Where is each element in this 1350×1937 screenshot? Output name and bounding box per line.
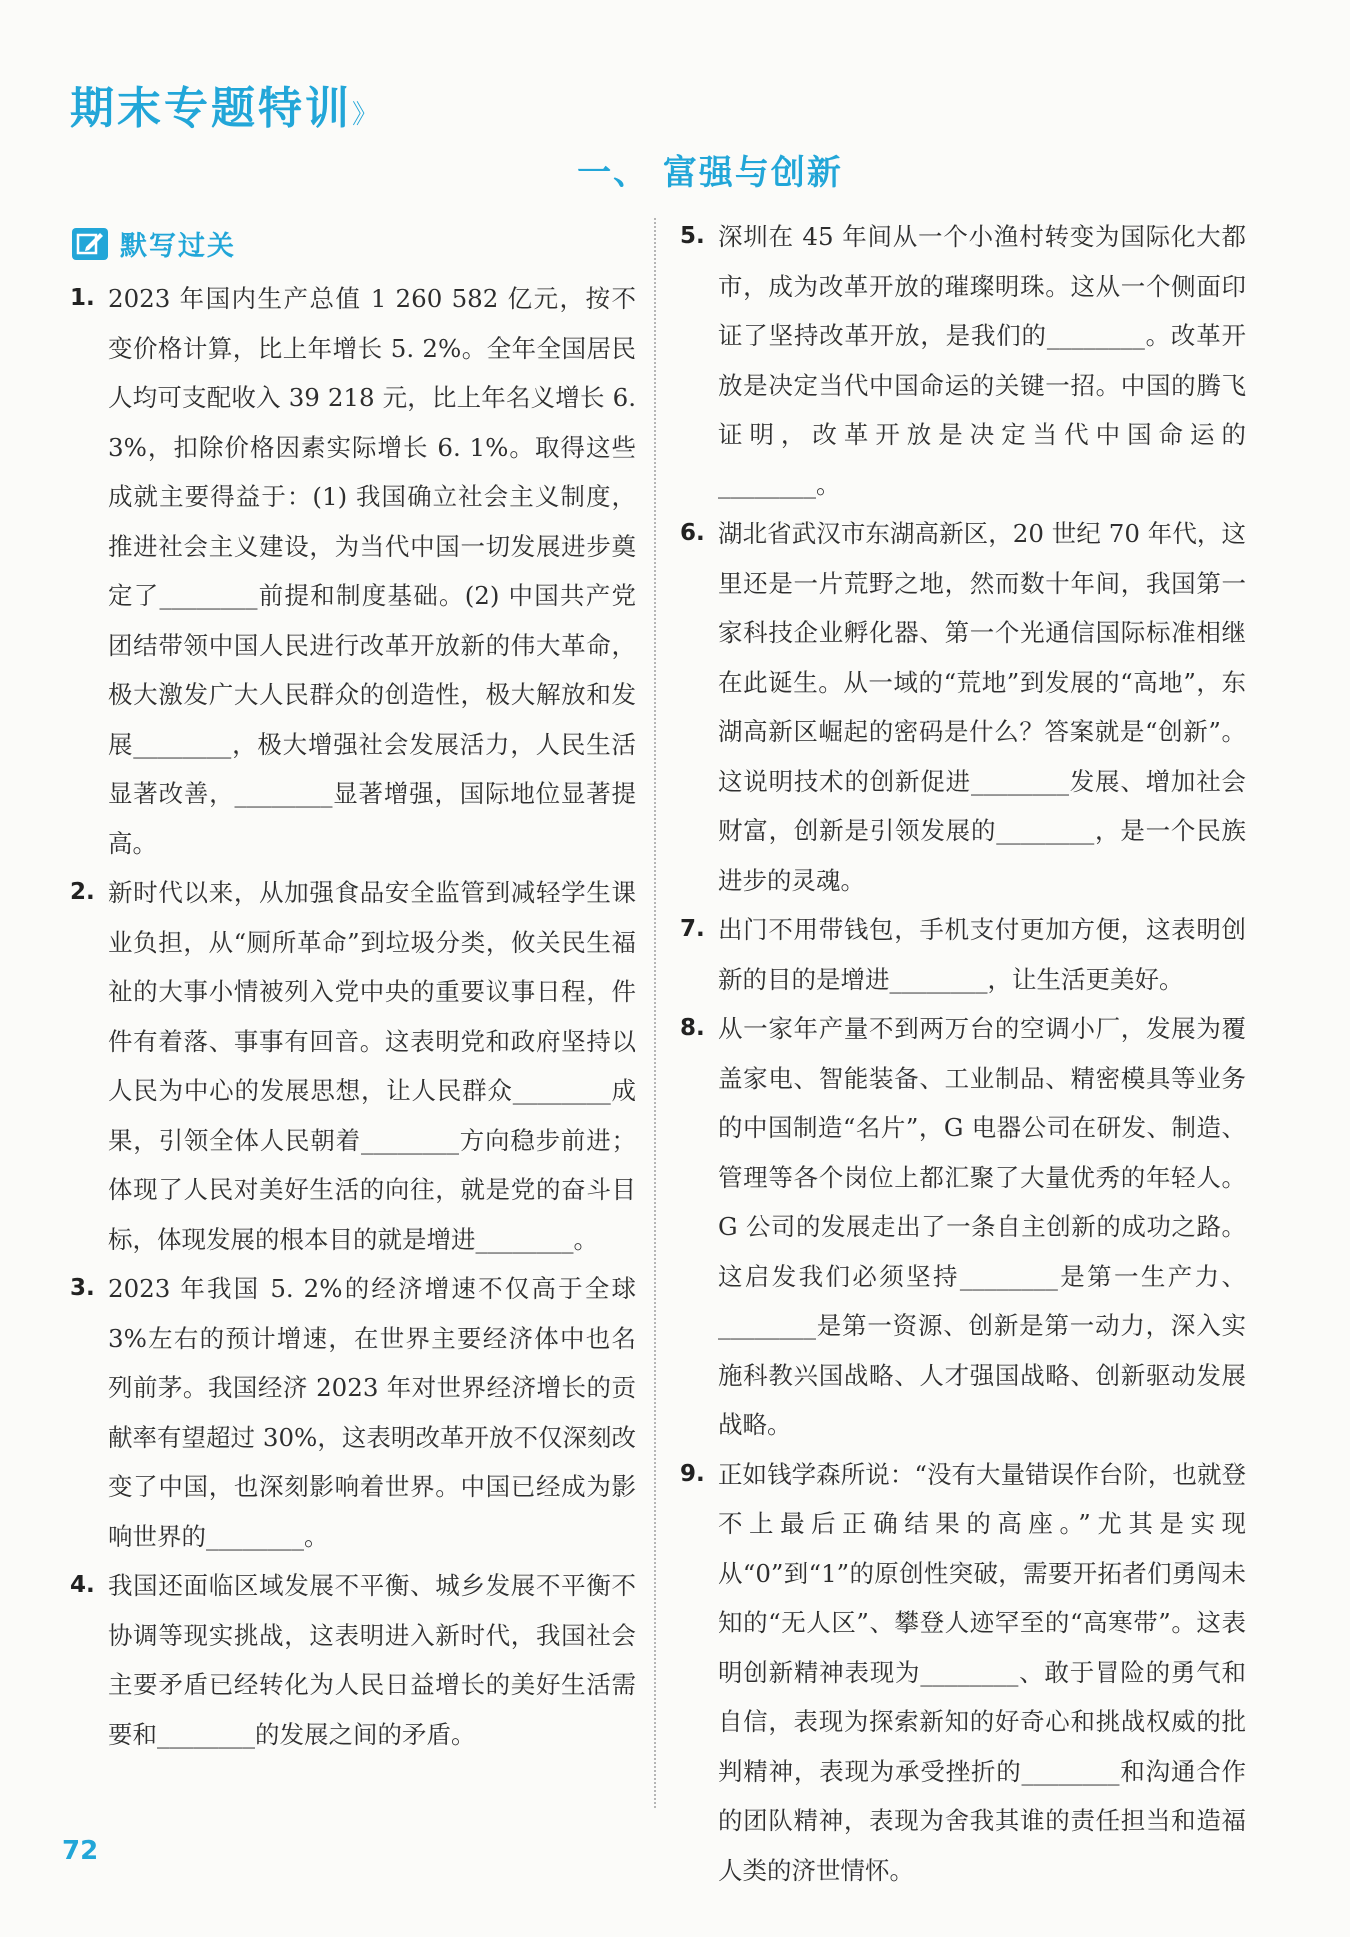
question-text: 出门不用带钱包，手机支付更加方便，这表明创新的目的是增进________，让生活更美好。: [718, 915, 1246, 994]
column-divider: [654, 218, 656, 1808]
question-number: 1.: [70, 285, 95, 311]
question-text: 我国还面临区域发展不平衡、城乡发展不平衡不协调等现实挑战，这表明进入新时代，我国社会主要矛盾已经转化为人民日益增长的美好生活需要和________的发展之间的矛盾。: [108, 1571, 636, 1749]
question-text: 深圳在 45 年间从一个小渔村转变为国际化大都市，成为改革开放的璀璨明珠。这从一个侧面印证了坚持改革开放，是我们的________。改革开放是决定当代中国命运的关键一招。中国的腾飞证明，改革开放是决定当代中国命运的________。: [718, 222, 1246, 499]
section-title: 一、 富强与创新: [577, 153, 843, 193]
question-number: 4.: [70, 1572, 95, 1598]
question-5: [680, 212, 1246, 509]
question-number: 5.: [680, 223, 705, 249]
question-text: 从一家年产量不到两万台的空调小厂，发展为覆盖家电、智能装备、工业制品、精密模具等业务的中国制造“名片”，G 电器公司在研发、制造、管理等各个岗位上都汇聚了大量优秀的年轻人。G 公司的发展走出了一条自主创新的成功之路。这启发我们必须坚持________是第一生产力、________是第一资源、创新是第一动力，深入实施科教兴国战略、人才强国战略、创新驱动发展战略。: [718, 1014, 1246, 1439]
question-number: 7.: [680, 916, 705, 942]
question-text: 湖北省武汉市东湖高新区，20 世纪 70 年代，这里还是一片荒野之地，然而数十年间，我国第一家科技企业孵化器、第一个光通信国际标准相继在此诞生。从一域的“荒地”到发展的“高地”，东湖高新区崛起的密码是什么？答案就是“创新”。这说明技术的创新促进________发展、增加社会财富，创新是引领发展的________，是一个民族进步的灵魂。: [718, 519, 1246, 895]
pencil-edit-icon: [72, 228, 108, 260]
question-4: [70, 1561, 636, 1759]
question-number: 6.: [680, 520, 705, 546]
question-text: 2023 年国内生产总值 1 260 582 亿元，按不变价格计算，比上年增长 5. 2%。全年全国居民人均可支配收入 39 218 元，比上年名义增长 6. 3%，扣除价格因素实际增长 6. 1%。取得这些成就主要得益于：(1) 我国确立社会主义制度，推进社会主义建设，为当代中国一切发展进步奠定了________前提和制度基础。(2) 中国共产党团结带领中国人民进行改革开放新的伟大革命，极大激发广大人民群众的创造性，极大解放和发展________，极大增强社会发展活力，人民生活显著改善，________显著增强，国际地位显著提高。: [108, 284, 636, 858]
right-column: [680, 212, 1246, 1895]
question-1: [70, 274, 636, 868]
question-number: 2.: [70, 879, 95, 905]
question-number: 9.: [680, 1460, 705, 1487]
question-3: [70, 1264, 636, 1561]
question-text: 正如钱学森所说：“没有大量错误作台阶，也就登不上最后正确结果的高座。”尤其是实现从“0”到“1”的原创性突破，需要开拓者们勇闯未知的“无人区”、攀登人迹罕至的“高寒带”。这表明创新精神表现为________、敢于冒险的勇气和自信，表现为探索新知的好奇心和挑战权威的批判精神，表现为承受挫折的________和沟通合作的团队精神，表现为舍我其谁的责任担当和造福人类的济世情怀。: [718, 1459, 1246, 1885]
question-2: [70, 868, 636, 1264]
left-column: [70, 274, 636, 1759]
question-number: 8.: [680, 1015, 705, 1041]
sub-heading-label: 默写过关: [120, 231, 236, 262]
question-7: [680, 905, 1246, 1004]
question-6: [680, 509, 1246, 905]
sub-heading: [72, 224, 236, 263]
question-text: 2023 年我国 5. 2%的经济增速不仅高于全球 3%左右的预计增速，在世界主要经济体中也名列前茅。我国经济 2023 年对世界经济增长的贡献率有望超过 30%，这表明改革开放不仅深刻改变了中国，也深刻影响着世界。中国已经成为影响世界的________。: [108, 1274, 636, 1551]
page-header-title: 期末专题特训: [70, 83, 352, 134]
page-number: 72: [62, 1836, 99, 1866]
double-chevron-icon: 》: [352, 100, 373, 130]
question-9: [680, 1450, 1246, 1896]
question-8: [680, 1004, 1246, 1450]
question-text: 新时代以来，从加强食品安全监管到减轻学生课业负担，从“厕所革命”到垃圾分类，攸关民生福祉的大事小情被列入党中央的重要议事日程，件件有着落、事事有回音。这表明党和政府坚持以人民为中心的发展思想，让人民群众________成果，引领全体人民朝着________方向稳步前进；体现了人民对美好生活的向往，就是党的奋斗目标，体现发展的根本目的就是增进________。: [108, 878, 636, 1254]
question-number: 3.: [70, 1275, 95, 1301]
